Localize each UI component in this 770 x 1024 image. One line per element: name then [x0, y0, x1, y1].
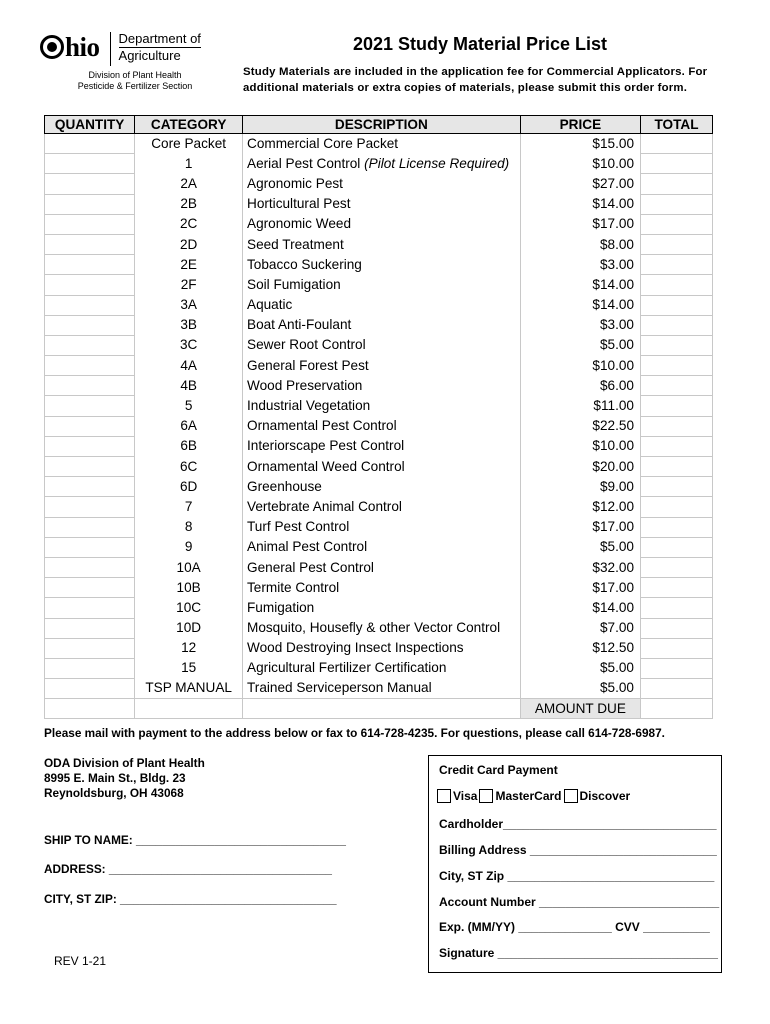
description-cell	[243, 679, 521, 699]
amount-due-input[interactable]	[641, 699, 713, 719]
category-cell: 10B	[135, 578, 243, 598]
category-cell: 6C	[135, 457, 243, 477]
amount-due-row	[45, 699, 713, 719]
price-cell: $11.00	[520, 396, 640, 416]
quantity-input[interactable]	[45, 436, 135, 456]
description-text: Interiorscape Pest Control	[247, 438, 405, 454]
quantity-input[interactable]	[45, 234, 135, 254]
quantity-input[interactable]	[45, 214, 135, 234]
description-cell	[243, 537, 521, 557]
category-cell: 2B	[135, 194, 243, 214]
description-text: Agronomic Weed	[247, 216, 352, 232]
logo-divider	[110, 32, 111, 66]
price-cell: $5.00	[520, 335, 640, 355]
price-cell: $20.00	[520, 457, 640, 477]
category-cell: 15	[135, 658, 243, 678]
quantity-input[interactable]	[45, 497, 135, 517]
total-input[interactable]	[641, 376, 713, 396]
header-quantity: QUANTITY	[45, 116, 135, 134]
price-cell: $12.00	[520, 497, 640, 517]
table-row	[45, 557, 713, 577]
total-input[interactable]	[641, 618, 713, 638]
dept-line1: Department of	[118, 31, 201, 46]
total-input[interactable]	[641, 174, 713, 194]
price-cell: $14.00	[520, 295, 640, 315]
table-row	[45, 618, 713, 638]
quantity-input[interactable]	[45, 356, 135, 376]
total-input[interactable]	[641, 154, 713, 174]
description-text: Mosquito, Housefly & other Vector Control	[247, 620, 501, 636]
address-line2: 8995 E. Main St., Bldg. 23	[44, 771, 186, 785]
table-row	[45, 416, 713, 436]
category-cell: 2E	[135, 255, 243, 275]
category-cell: 10C	[135, 598, 243, 618]
discover-option[interactable]	[564, 789, 631, 803]
credit-card-title: Credit Card Payment	[439, 763, 558, 777]
description-cell	[243, 638, 521, 658]
table-row	[45, 537, 713, 557]
description-text: Wood Destroying Insect Inspections	[247, 640, 464, 656]
table-row	[45, 275, 713, 295]
table-row	[45, 658, 713, 678]
description-text: Sewer Root Control	[247, 337, 366, 353]
category-cell: 4A	[135, 356, 243, 376]
quantity-input[interactable]	[45, 557, 135, 577]
description-cell	[243, 618, 521, 638]
table-row	[45, 497, 713, 517]
quantity-input[interactable]	[45, 537, 135, 557]
description-cell	[243, 154, 521, 174]
description-text: Agronomic Pest	[247, 175, 343, 191]
mailing-address	[44, 756, 205, 801]
price-cell: $17.00	[520, 214, 640, 234]
price-cell: $10.00	[520, 356, 640, 376]
quantity-input[interactable]	[45, 598, 135, 618]
mastercard-checkbox[interactable]	[479, 789, 493, 803]
address-line1: ODA Division of Plant Health	[44, 756, 205, 770]
price-cell: $14.00	[520, 194, 640, 214]
table-row	[45, 598, 713, 618]
price-cell: $3.00	[520, 255, 640, 275]
category-cell: TSP MANUAL	[135, 679, 243, 699]
header-description: DESCRIPTION	[243, 116, 521, 134]
description-text: Tobacco Suckering	[247, 256, 362, 272]
amount-due-spacer	[45, 699, 135, 719]
price-cell: $6.00	[520, 376, 640, 396]
description-cell	[243, 396, 521, 416]
category-cell: 12	[135, 638, 243, 658]
price-cell: $27.00	[520, 174, 640, 194]
description-text: Turf Pest Control	[247, 519, 350, 535]
table-row	[45, 477, 713, 497]
category-cell: 2C	[135, 214, 243, 234]
total-input[interactable]	[641, 396, 713, 416]
description-text: Vertebrate Animal Control	[247, 498, 402, 514]
description-text: Ornamental Weed Control	[247, 458, 405, 474]
table-row	[45, 356, 713, 376]
ohio-wordmark: hio	[40, 32, 100, 62]
description-text: Horticultural Pest	[247, 196, 351, 212]
total-input[interactable]	[641, 194, 713, 214]
category-cell: 5	[135, 396, 243, 416]
category-cell: 2F	[135, 275, 243, 295]
price-cell: $3.00	[520, 315, 640, 335]
description-cell	[243, 174, 521, 194]
description-cell	[243, 436, 521, 456]
oda-logo	[40, 32, 240, 92]
description-text: Wood Preservation	[247, 377, 363, 393]
total-input[interactable]	[641, 295, 713, 315]
total-input[interactable]	[641, 497, 713, 517]
category-cell: 6B	[135, 436, 243, 456]
category-cell: 8	[135, 517, 243, 537]
table-row	[45, 194, 713, 214]
mail-instructions: Please mail with payment to the address below or fax to 614-728-4235. For questions, please call 614-728-6987.	[44, 726, 665, 740]
total-input[interactable]	[641, 638, 713, 658]
total-input[interactable]	[641, 658, 713, 678]
ohio-o-icon	[40, 35, 64, 59]
table-header-row	[45, 116, 713, 134]
description-text: General Forest Pest	[247, 357, 369, 373]
account-number-field[interactable]: Account Number ___________________________	[439, 895, 720, 909]
amount-due-label: AMOUNT DUE	[520, 699, 640, 719]
description-text: Industrial Vegetation	[247, 398, 371, 414]
total-input[interactable]	[641, 134, 713, 154]
description-text: Agricultural Fertilizer Certification	[247, 660, 447, 676]
total-input[interactable]	[641, 557, 713, 577]
price-cell: $17.00	[520, 578, 640, 598]
description-cell	[243, 255, 521, 275]
category-cell: 10D	[135, 618, 243, 638]
mastercard-label: MasterCard	[495, 789, 562, 803]
quantity-input[interactable]	[45, 134, 135, 154]
quantity-input[interactable]	[45, 335, 135, 355]
price-cell: $14.00	[520, 598, 640, 618]
description-text: Ornamental Pest Control	[247, 418, 397, 434]
table-row	[45, 174, 713, 194]
card-type-options	[437, 789, 632, 803]
category-cell: 6A	[135, 416, 243, 436]
price-cell: $5.00	[520, 658, 640, 678]
table-row	[45, 396, 713, 416]
total-input[interactable]	[641, 477, 713, 497]
table-row	[45, 457, 713, 477]
description-text: Termite Control	[247, 579, 340, 595]
price-cell: $14.00	[520, 275, 640, 295]
description-cell	[243, 335, 521, 355]
price-cell: $5.00	[520, 679, 640, 699]
table-row	[45, 376, 713, 396]
description-cell	[243, 578, 521, 598]
description-cell	[243, 134, 521, 154]
description-cell	[243, 477, 521, 497]
description-text: Aquatic	[247, 297, 293, 313]
ship-address-field[interactable]: ADDRESS: __________________________________	[44, 862, 332, 876]
quantity-input[interactable]	[45, 255, 135, 275]
discover-checkbox[interactable]	[564, 789, 578, 803]
quantity-input[interactable]	[45, 517, 135, 537]
quantity-input[interactable]	[45, 638, 135, 658]
address-line3: Reynoldsburg, OH 43068	[44, 786, 184, 800]
description-cell	[243, 356, 521, 376]
header-category: CATEGORY	[135, 116, 243, 134]
quantity-input[interactable]	[45, 295, 135, 315]
billing-address-field[interactable]: Billing Address ____________________________	[439, 843, 717, 857]
description-cell	[243, 214, 521, 234]
quantity-input[interactable]	[45, 174, 135, 194]
total-input[interactable]	[641, 335, 713, 355]
quantity-input[interactable]	[45, 376, 135, 396]
price-cell: $17.00	[520, 517, 640, 537]
description-text: Aerial Pest Control	[247, 155, 365, 171]
ship-to-name-field[interactable]: SHIP TO NAME: ________________________________	[44, 833, 346, 847]
description-text: Fumigation	[247, 599, 315, 615]
quantity-input[interactable]	[45, 679, 135, 699]
category-cell: 10A	[135, 557, 243, 577]
quantity-input[interactable]	[45, 658, 135, 678]
amount-due-spacer	[243, 699, 521, 719]
visa-label: Visa	[453, 789, 478, 803]
credit-card-panel	[428, 755, 722, 973]
price-cell: $22.50	[520, 416, 640, 436]
quantity-input[interactable]	[45, 275, 135, 295]
price-cell: $10.00	[520, 436, 640, 456]
price-cell: $5.00	[520, 537, 640, 557]
description-text: Greenhouse	[247, 478, 322, 494]
quantity-input[interactable]	[45, 396, 135, 416]
description-cell	[243, 295, 521, 315]
signature-field[interactable]: Signature _________________________________	[439, 946, 718, 960]
description-cell	[243, 376, 521, 396]
category-cell: 1	[135, 154, 243, 174]
description-cell	[243, 517, 521, 537]
total-input[interactable]	[641, 315, 713, 335]
description-cell	[243, 557, 521, 577]
category-cell: 4B	[135, 376, 243, 396]
quantity-input[interactable]	[45, 578, 135, 598]
price-cell: $8.00	[520, 234, 640, 254]
description-note: (Pilot License Required)	[364, 155, 510, 171]
description-cell	[243, 598, 521, 618]
price-cell: $10.00	[520, 154, 640, 174]
price-cell: $15.00	[520, 134, 640, 154]
department-name	[119, 32, 201, 65]
cardholder-field[interactable]: Cardholder________________________________	[439, 817, 717, 831]
description-text: Animal Pest Control	[247, 539, 368, 555]
price-cell: $12.50	[520, 638, 640, 658]
table-row	[45, 638, 713, 658]
header-price: PRICE	[520, 116, 640, 134]
price-cell: $7.00	[520, 618, 640, 638]
quantity-input[interactable]	[45, 154, 135, 174]
table-row	[45, 134, 713, 154]
amount-due-spacer	[135, 699, 243, 719]
quantity-input[interactable]	[45, 194, 135, 214]
total-input[interactable]	[641, 578, 713, 598]
category-cell: 2D	[135, 234, 243, 254]
category-cell: 3B	[135, 315, 243, 335]
description-text: Trained Serviceperson Manual	[247, 680, 432, 696]
price-cell: $9.00	[520, 477, 640, 497]
total-input[interactable]	[641, 679, 713, 699]
total-input[interactable]	[641, 275, 713, 295]
description-text: General Pest Control	[247, 559, 374, 575]
price-cell: $32.00	[520, 557, 640, 577]
table-row	[45, 578, 713, 598]
description-cell	[243, 234, 521, 254]
total-input[interactable]	[641, 436, 713, 456]
ship-city-field[interactable]: CITY, ST ZIP: _________________________________	[44, 892, 337, 906]
dept-line2: Agriculture	[118, 48, 181, 63]
division-name: Division of Plant Health	[88, 70, 182, 80]
total-input[interactable]	[641, 537, 713, 557]
description-cell	[243, 497, 521, 517]
quantity-input[interactable]	[45, 457, 135, 477]
document-title: 2021 Study Material Price List	[352, 34, 608, 54]
category-cell: 6D	[135, 477, 243, 497]
table-row	[45, 214, 713, 234]
description-cell	[243, 416, 521, 436]
description-text: Boat Anti-Foulant	[247, 317, 352, 333]
description-text: Seed Treatment	[247, 236, 344, 252]
category-cell: Core Packet	[135, 134, 243, 154]
table-row	[45, 517, 713, 537]
mastercard-option[interactable]	[479, 789, 561, 803]
discover-label: Discover	[579, 789, 631, 803]
total-input[interactable]	[641, 457, 713, 477]
division-section	[40, 70, 230, 92]
revision-label: REV 1-21	[54, 954, 107, 968]
total-input[interactable]	[641, 234, 713, 254]
intro-text: Study Materials are included in the application fee for Commercial Applicators. For additional materials or extra copies of materials, please submit this order form.	[243, 66, 708, 94]
table-row	[45, 679, 713, 699]
category-cell: 7	[135, 497, 243, 517]
section-name: Pesticide & Fertilizer Section	[77, 81, 193, 91]
total-input[interactable]	[641, 214, 713, 234]
table-row	[45, 154, 713, 174]
visa-checkbox[interactable]	[437, 789, 451, 803]
total-input[interactable]	[641, 517, 713, 537]
quantity-input[interactable]	[45, 618, 135, 638]
category-cell: 3A	[135, 295, 243, 315]
description-cell	[243, 194, 521, 214]
table-row	[45, 315, 713, 335]
description-cell	[243, 315, 521, 335]
table-row	[45, 255, 713, 275]
header-total: TOTAL	[641, 116, 713, 134]
price-table	[44, 115, 713, 719]
category-cell: 2A	[135, 174, 243, 194]
description-cell	[243, 658, 521, 678]
description-cell	[243, 457, 521, 477]
quantity-input[interactable]	[45, 416, 135, 436]
table-row	[45, 234, 713, 254]
total-input[interactable]	[641, 356, 713, 376]
exp-cvv-field[interactable]: Exp. (MM/YY) ______________ CVV __________	[439, 920, 710, 934]
quantity-input[interactable]	[45, 477, 135, 497]
cc-city-field[interactable]: City, ST Zip _______________________________	[439, 869, 715, 883]
description-cell	[243, 275, 521, 295]
total-input[interactable]	[641, 598, 713, 618]
visa-option[interactable]	[437, 789, 477, 803]
total-input[interactable]	[641, 416, 713, 436]
description-text: Soil Fumigation	[247, 276, 341, 292]
category-cell: 9	[135, 537, 243, 557]
table-row	[45, 335, 713, 355]
table-row	[45, 295, 713, 315]
total-input[interactable]	[641, 255, 713, 275]
quantity-input[interactable]	[45, 315, 135, 335]
category-cell: 3C	[135, 335, 243, 355]
table-row	[45, 436, 713, 456]
description-text: Commercial Core Packet	[247, 135, 399, 151]
